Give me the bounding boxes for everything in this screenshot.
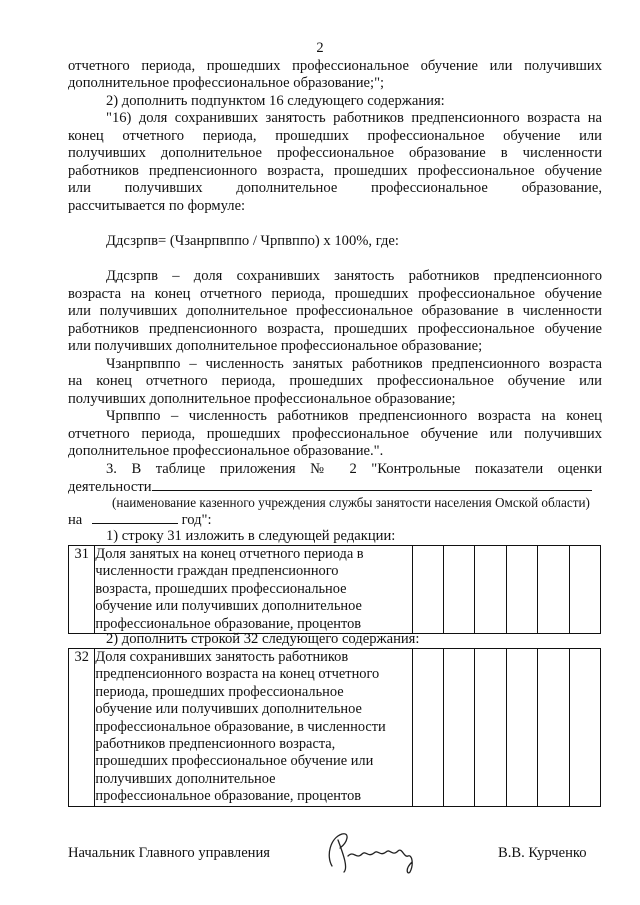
text-line: "16) доля сохранивших занятость работников предпенсионного возраста на bbox=[106, 110, 602, 126]
row-text-line: численности граждан предпенсионного bbox=[95, 563, 339, 580]
row-number: 32 bbox=[69, 649, 95, 807]
text-line: возраста на конец отчетного периода, прошедших профессиональное обучение bbox=[68, 286, 602, 302]
text-line: отчетного периода, прошедших профессиональное обучение или получивших bbox=[68, 426, 602, 442]
text-line: работников предпенсионного возраста, прошедших профессиональное обучение bbox=[68, 163, 602, 179]
text-line: на конец отчетного периода, прошедших профессиональное обучение или bbox=[68, 373, 602, 389]
empty-cell bbox=[444, 649, 475, 807]
row-text-line: предпенсионного возраста на конец отчетного bbox=[95, 666, 380, 683]
table-row-32 bbox=[68, 648, 601, 807]
row-text-line: Доля сохранивших занятость работников bbox=[95, 649, 349, 665]
text-line-start: деятельности bbox=[68, 479, 152, 495]
formula: Ддсзрпв= (Чзанрпвппо / Чрпвппо) х 100%, где: bbox=[106, 233, 399, 249]
empty-cell bbox=[506, 649, 537, 807]
empty-cell bbox=[412, 649, 443, 807]
empty-cell bbox=[538, 649, 569, 807]
signatory-name: В.В. Курченко bbox=[498, 845, 587, 861]
row-text-line: Доля занятых на конец отчетного периода в bbox=[95, 546, 364, 562]
handwritten-signature bbox=[318, 826, 428, 876]
table-row-31 bbox=[68, 545, 601, 634]
empty-cell bbox=[412, 546, 443, 634]
row-number: 31 bbox=[69, 546, 95, 634]
text-line: 2) дополнить подпунктом 16 следующего содержания: bbox=[106, 93, 445, 109]
row-text-line: прошедших профессиональное обучение или bbox=[95, 753, 374, 770]
row-text-line: обучение или получивших дополнительное bbox=[95, 701, 362, 718]
row-description bbox=[95, 649, 412, 807]
text-line: получивших дополнительное профессиональное образование; bbox=[68, 391, 456, 407]
text-line: 3. В таблице приложения № 2 "Контрольные показатели оценки bbox=[106, 461, 602, 477]
text-line: получивших дополнительное профессиональное образование в численности bbox=[68, 145, 602, 161]
row-text-line: возраста, прошедших профессиональное bbox=[95, 580, 347, 597]
text-line: отчетного периода, прошедших профессиональное обучение или получивших bbox=[68, 58, 602, 74]
row-description bbox=[95, 546, 412, 634]
row-text-line: периода, прошедших профессиональное bbox=[95, 683, 344, 700]
text-line: Чзанрпвппо – численность занятых работников предпенсионного возраста bbox=[106, 356, 602, 372]
empty-cell bbox=[506, 546, 537, 634]
text-line: конец отчетного периода, прошедших профессиональное обучение или bbox=[68, 128, 602, 144]
text-line: 2) дополнить строкой 32 следующего содержания: bbox=[106, 631, 420, 647]
signatory-position: Начальник Главного управления bbox=[68, 845, 271, 861]
text-line: Ддсзрпв – доля сохранивших занятость работников предпенсионного bbox=[106, 268, 602, 284]
empty-cell bbox=[475, 649, 506, 807]
text-line: Чрпвппо – численность работников предпенсионного возраста на конец bbox=[106, 408, 602, 424]
empty-cell bbox=[569, 649, 600, 807]
blank-underline bbox=[92, 511, 178, 524]
empty-cell bbox=[444, 546, 475, 634]
row-text-line: профессиональное образование, процентов bbox=[95, 788, 362, 805]
text-line bbox=[68, 511, 602, 530]
row-text-line: получивших дополнительное bbox=[95, 770, 276, 787]
row-text-line: обучение или получивших дополнительное bbox=[95, 598, 362, 615]
text-line: или получивших дополнительное профессиональное образование, bbox=[68, 180, 602, 196]
text-line: дополнительное профессиональное образование;"; bbox=[68, 75, 385, 91]
text-line: или получивших дополнительное профессиональное образование в численности bbox=[68, 303, 602, 319]
text-line: или получивших дополнительное профессиональное образование; bbox=[68, 338, 483, 354]
blank-underline bbox=[152, 478, 592, 491]
text-line: дополнительное профессиональное образование.". bbox=[68, 443, 384, 459]
text-line: рассчитывается по формуле: bbox=[68, 198, 246, 214]
text-line: работников предпенсионного возраста, прошедших профессиональное обучение bbox=[68, 321, 602, 337]
text-line: 1) строку 31 изложить в следующей редакции: bbox=[106, 528, 396, 544]
empty-cell bbox=[475, 546, 506, 634]
text-line-end: год": bbox=[181, 512, 212, 528]
text-line-start: на bbox=[68, 512, 83, 528]
row-text-line: профессиональное образование, процентов bbox=[95, 615, 362, 632]
row-text-line: работников предпенсионного возраста, bbox=[95, 736, 336, 753]
page-number: 2 bbox=[316, 40, 324, 56]
caption: (наименование казенного учреждения службы занятости населения Омской области) bbox=[112, 495, 590, 510]
empty-cell bbox=[538, 546, 569, 634]
empty-cell bbox=[569, 546, 600, 634]
row-text-line: профессиональное образование, в численности bbox=[95, 718, 386, 735]
